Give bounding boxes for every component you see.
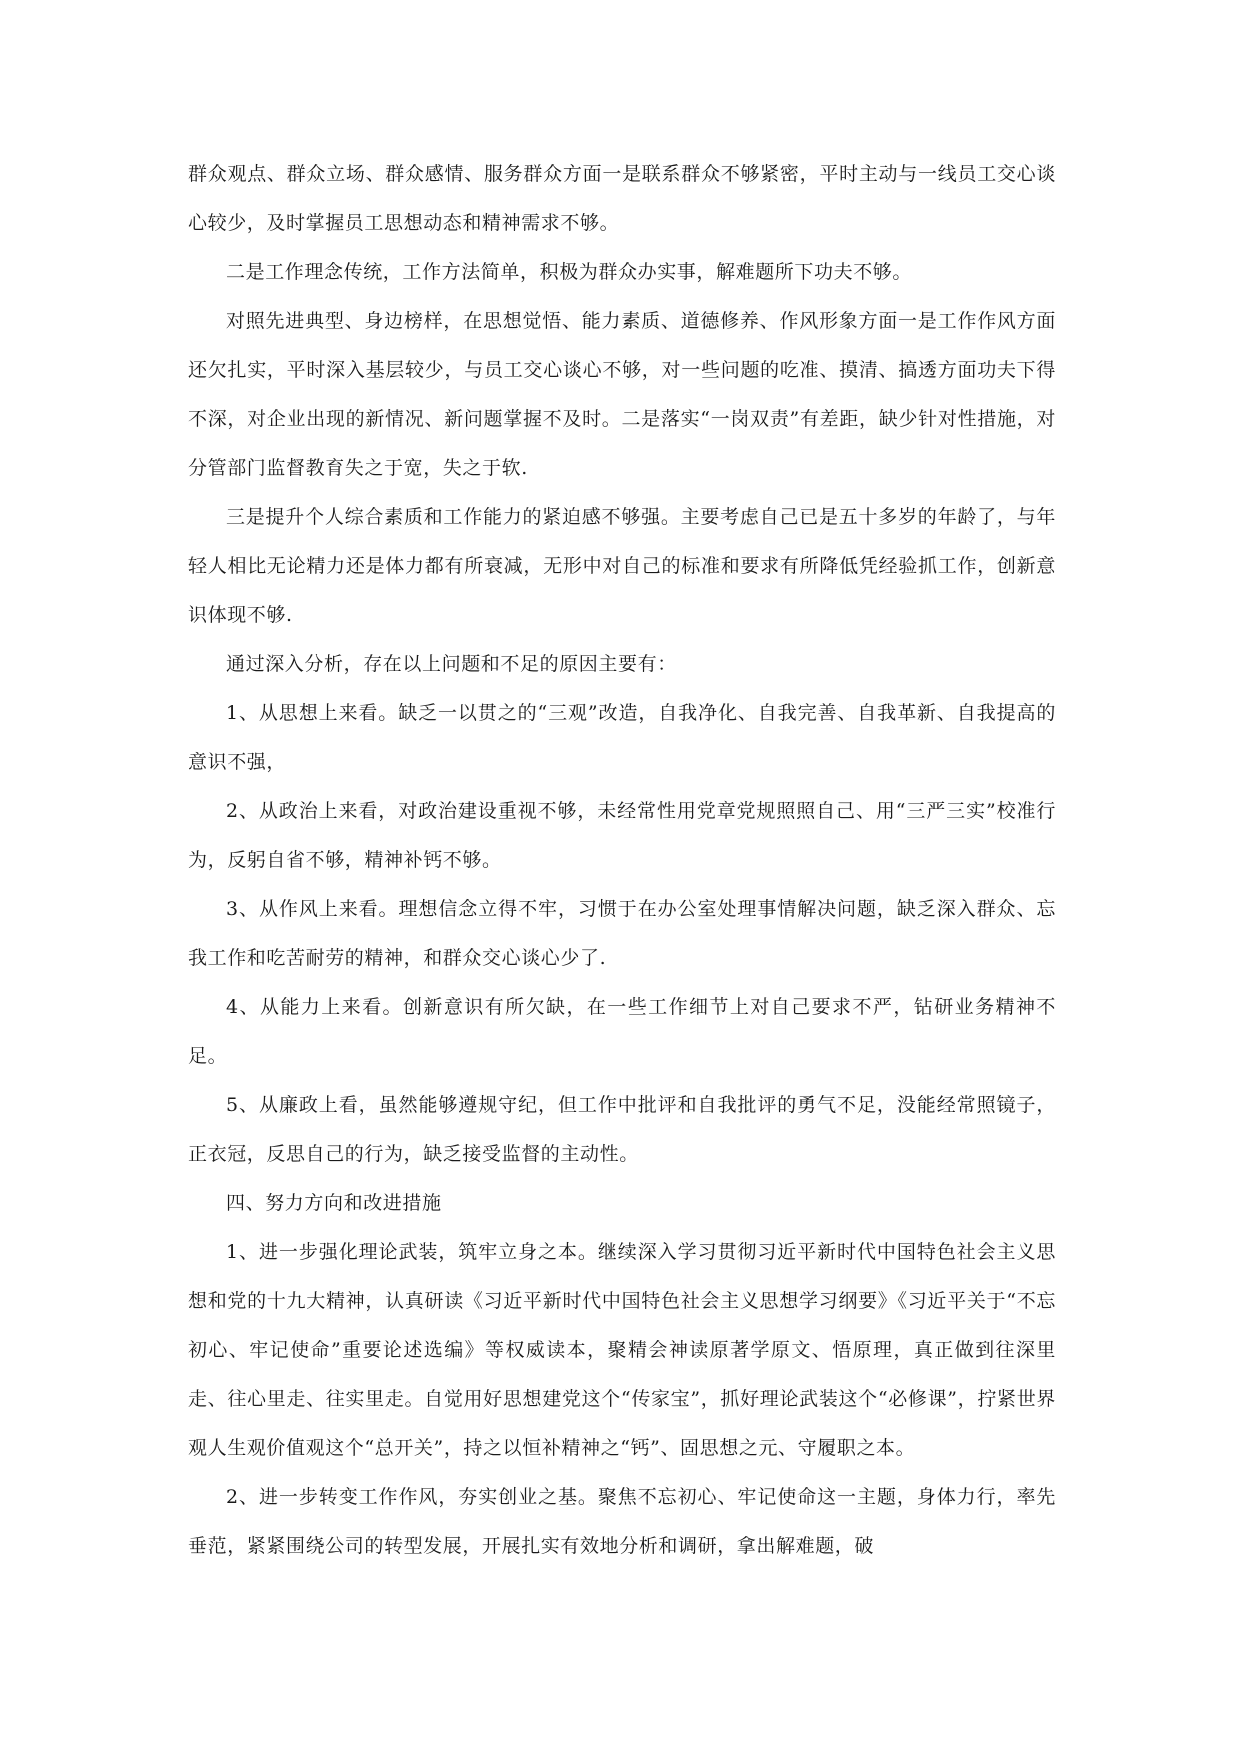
paragraph-measure-theory: 1、进一步强化理论武装，筑牢立身之本。继续深入学习贯彻习近平新时代中国特色社会主义思想和党的十九大精神，认真研读《习近平新时代中国特色社会主义思想学习纲要》《习近平关于“不忘初心、牢记使命”重要论述选编》等权威读本，聚精会神读原著学原文、悟原理，真正做到往深里走、往心里走、往实里走。自觉用好思想建党这个“传家宝”，抓好理论武装这个“必修课”，拧紧世界观人生观价值观这个“总开关”，持之以恒补精神之“钙”、固思想之元、守履职之本。 xyxy=(188,1241,1056,1459)
paragraph-mass-viewpoint: 群众观点、群众立场、群众感情、服务群众方面一是联系群众不够紧密，平时主动与一线员工交心谈心较少，及时掌握员工思想动态和精神需求不够。 xyxy=(188,163,1056,234)
paragraph-cause-thought: 1、从思想上来看。缺乏一以贯之的“三观”改造，自我净化、自我完善、自我革新、自我提高的意识不强， xyxy=(188,702,1056,773)
paragraph-compare-models: 对照先进典型、身边榜样，在思想觉悟、能力素质、道德修养、作风形象方面一是工作作风方面还欠扎实，平时深入基层较少，与员工交心谈心不够，对一些问题的吃准、摸清、搞透方面功夫下得不深，对企业出现的新情况、新问题掌握不及时。二是落实“一岗双责”有差距，缺少针对性措施，对分管部门监督教育失之于宽，失之于软. xyxy=(188,310,1056,479)
paragraph-work-concept: 二是工作理念传统，工作方法简单，积极为群众办实事，解难题所下功夫不够。 xyxy=(226,261,913,283)
paragraph-cause-style: 3、从作风上来看。理想信念立得不牢，习惯于在办公室处理事情解决问题，缺乏深入群众、忘我工作和吃苦耐劳的精神，和群众交心谈心少了. xyxy=(188,898,1056,969)
paragraph-cause-integrity: 5、从廉政上看，虽然能够遵规守纪，但工作中批评和自我批评的勇气不足，没能经常照镜子，正衣冠，反思自己的行为，缺乏接受监督的主动性。 xyxy=(188,1094,1056,1165)
paragraph-analysis-intro: 通过深入分析，存在以上问题和不足的原因主要有： xyxy=(226,653,677,675)
paragraph-urgency: 三是提升个人综合素质和工作能力的紧迫感不够强。主要考虑自己已是五十多岁的年龄了，与年轻人相比无论精力还是体力都有所衰减，无形中对自己的标准和要求有所降低凭经验抓工作，创新意识体现不够. xyxy=(188,506,1056,626)
paragraph-cause-politics: 2、从政治上来看，对政治建设重视不够，未经常性用党章党规照照自己、用“三严三实”校准行为，反躬自省不够，精神补钙不够。 xyxy=(188,800,1056,871)
section-heading-improvement: 四、努力方向和改进措施 xyxy=(226,1192,442,1214)
document-body xyxy=(188,150,1056,1571)
paragraph-measure-style: 2、进一步转变工作作风，夯实创业之基。聚焦不忘初心、牢记使命这一主题，身体力行，率先垂范，紧紧围绕公司的转型发展，开展扎实有效地分析和调研，拿出解难题，破 xyxy=(188,1486,1056,1557)
paragraph-cause-ability: 4、从能力上来看。创新意识有所欠缺，在一些工作细节上对自己要求不严，钻研业务精神不足。 xyxy=(188,996,1056,1067)
